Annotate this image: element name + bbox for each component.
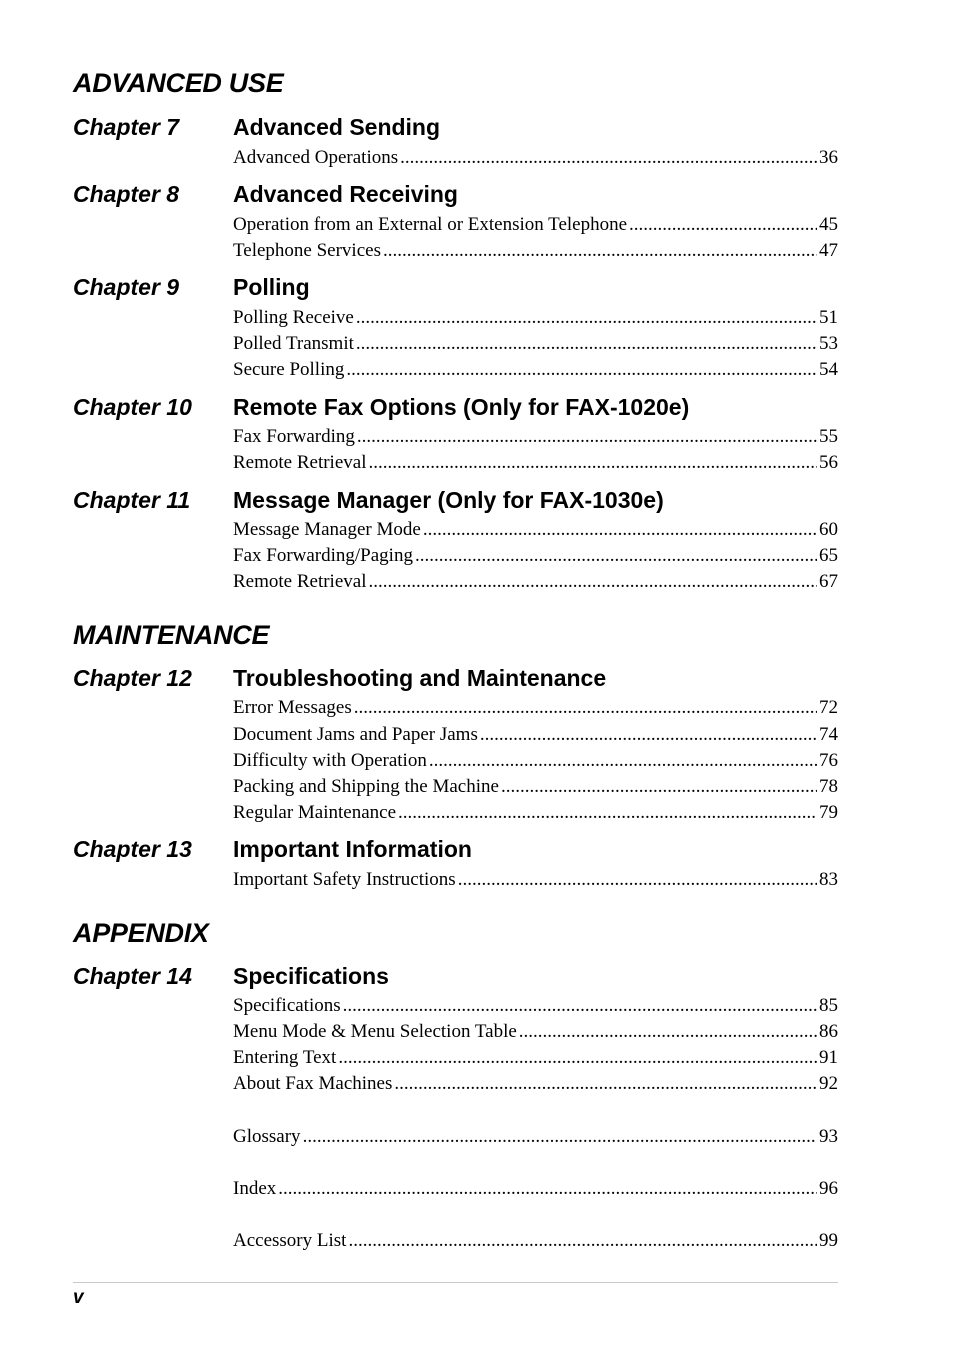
dot-leader	[343, 994, 817, 1018]
entry-title: Regular Maintenance	[233, 802, 397, 823]
entry-title: Fax Forwarding	[233, 426, 355, 447]
chapter-label: Chapter 12	[73, 665, 192, 691]
chapter-title: Important Information	[233, 836, 472, 862]
toc-entry[interactable]	[233, 994, 838, 1018]
chapter-label: Chapter 8	[73, 181, 180, 207]
dot-leader	[303, 1125, 817, 1149]
dot-leader	[519, 1020, 817, 1044]
toc-entry[interactable]	[233, 213, 838, 237]
entry-title: Entering Text	[233, 1047, 337, 1068]
entry-title: Fax Forwarding/Paging	[233, 545, 413, 566]
dot-leader	[348, 1229, 817, 1253]
dot-leader	[400, 146, 817, 170]
chapter-title: Polling	[233, 274, 310, 300]
chapter-title: Advanced Sending	[233, 114, 441, 140]
toc-entry[interactable]	[233, 1046, 838, 1070]
entry-page: 91	[819, 1047, 838, 1068]
chapter-title: Specifications	[233, 963, 389, 989]
entry-page: 54	[819, 359, 838, 380]
entry-title: Remote Retrieval	[233, 571, 367, 592]
chapter-label: Chapter 10	[73, 394, 192, 420]
entry-page: 96	[819, 1178, 838, 1199]
chapter-heading-12	[73, 664, 843, 692]
entry-page: 47	[819, 240, 838, 261]
entry-page: 45	[819, 214, 838, 235]
toc-entry[interactable]	[233, 749, 838, 773]
entry-title: Packing and Shipping the Machine	[233, 776, 499, 797]
chapter-heading-10	[73, 393, 843, 421]
part-heading-maintenance: MAINTENANCE	[73, 620, 270, 650]
chapter-title: Troubleshooting and Maintenance	[233, 665, 607, 691]
toc-entry-glossary[interactable]	[233, 1125, 838, 1149]
toc-entry[interactable]	[233, 239, 838, 263]
entry-title: Telephone Services	[233, 240, 381, 261]
dot-leader	[480, 723, 817, 747]
chapter-label: Chapter 7	[73, 114, 180, 140]
dot-leader	[356, 332, 817, 356]
dot-leader	[394, 1072, 817, 1096]
dot-leader	[429, 749, 817, 773]
toc-entry[interactable]	[233, 801, 838, 825]
entry-title: Important Safety Instructions	[233, 869, 456, 890]
entry-title: Difficulty with Operation	[233, 750, 427, 771]
dot-leader	[383, 239, 817, 263]
toc-entry-accessory-list[interactable]	[233, 1229, 838, 1253]
entry-page: 92	[819, 1073, 838, 1094]
dot-leader	[338, 1046, 817, 1070]
entry-page: 93	[819, 1126, 838, 1147]
entry-page: 51	[819, 307, 838, 328]
toc-entry[interactable]	[233, 775, 838, 799]
entry-page: 72	[819, 697, 838, 718]
dot-leader	[398, 801, 817, 825]
dot-leader	[368, 451, 817, 475]
chapter-label: Chapter 9	[73, 274, 180, 300]
dot-leader	[356, 306, 817, 330]
entry-page: 53	[819, 333, 838, 354]
chapter-heading-9	[73, 273, 843, 301]
dot-leader	[415, 544, 817, 568]
toc-entry[interactable]	[233, 1072, 838, 1096]
chapter-label: Chapter 13	[73, 836, 192, 862]
toc-entry[interactable]	[233, 696, 838, 720]
toc-entry[interactable]	[233, 146, 838, 170]
entry-title: Menu Mode & Menu Selection Table	[233, 1021, 517, 1042]
dot-leader	[501, 775, 817, 799]
entry-title: Error Messages	[233, 697, 352, 718]
entry-page: 79	[819, 802, 838, 823]
entry-title: Index	[233, 1178, 277, 1199]
entry-page: 56	[819, 452, 838, 473]
chapter-title: Remote Fax Options (Only for FAX-1020e)	[233, 394, 690, 420]
entry-page: 76	[819, 750, 838, 771]
entry-page: 67	[819, 571, 838, 592]
dot-leader	[458, 868, 817, 892]
entry-title: About Fax Machines	[233, 1073, 393, 1094]
entry-page: 65	[819, 545, 838, 566]
entry-title: Advanced Operations	[233, 147, 399, 168]
part-heading-advanced-use: ADVANCED USE	[73, 68, 284, 98]
entry-title: Polled Transmit	[233, 333, 354, 354]
entry-title: Secure Polling	[233, 359, 345, 380]
entry-page: 55	[819, 426, 838, 447]
entry-page: 85	[819, 995, 838, 1016]
dot-leader	[346, 358, 817, 382]
entry-title: Polling Receive	[233, 307, 354, 328]
entry-page: 86	[819, 1021, 838, 1042]
chapter-heading-7	[73, 113, 843, 141]
toc-entry[interactable]	[233, 723, 838, 747]
entry-page: 78	[819, 776, 838, 797]
part-heading-appendix: APPENDIX	[73, 918, 209, 948]
chapter-heading-14	[73, 962, 843, 990]
dot-leader	[423, 518, 817, 542]
dot-leader	[278, 1177, 817, 1201]
entry-page: 74	[819, 724, 838, 745]
chapter-title: Advanced Receiving	[233, 181, 458, 207]
entry-page: 83	[819, 869, 838, 890]
chapter-label: Chapter 14	[73, 963, 192, 989]
entry-title: Specifications	[233, 995, 341, 1016]
chapter-title: Message Manager (Only for FAX-1030e)	[233, 487, 664, 513]
entry-page: 60	[819, 519, 838, 540]
entry-title: Operation from an External or Extension Telephone	[233, 214, 628, 235]
toc-entry[interactable]	[233, 451, 838, 475]
toc-entry[interactable]	[233, 570, 838, 594]
toc-entry[interactable]	[233, 306, 838, 330]
dot-leader	[629, 213, 817, 237]
entry-title: Accessory List	[233, 1230, 347, 1251]
toc-entry[interactable]	[233, 425, 838, 449]
dot-leader	[368, 570, 817, 594]
entry-title: Message Manager Mode	[233, 519, 421, 540]
dot-leader	[354, 696, 817, 720]
dot-leader	[357, 425, 817, 449]
chapter-label: Chapter 11	[73, 487, 191, 513]
entry-page: 99	[819, 1230, 838, 1251]
toc-entry[interactable]	[233, 544, 838, 568]
toc-entry[interactable]	[233, 358, 838, 382]
entry-page: 36	[819, 147, 838, 168]
footer-rule	[73, 1282, 838, 1283]
entry-title: Glossary	[233, 1126, 301, 1147]
chapter-heading-11	[73, 486, 843, 514]
toc-entry-index[interactable]	[233, 1177, 838, 1201]
entry-title: Document Jams and Paper Jams	[233, 724, 478, 745]
chapter-heading-13	[73, 835, 843, 863]
toc-entry[interactable]	[233, 332, 838, 356]
toc-entry[interactable]	[233, 1020, 838, 1044]
entry-title: Remote Retrieval	[233, 452, 367, 473]
page-number: v	[73, 1287, 84, 1308]
chapter-heading-8	[73, 180, 843, 208]
toc-entry[interactable]	[233, 518, 838, 542]
toc-entry[interactable]	[233, 868, 838, 892]
